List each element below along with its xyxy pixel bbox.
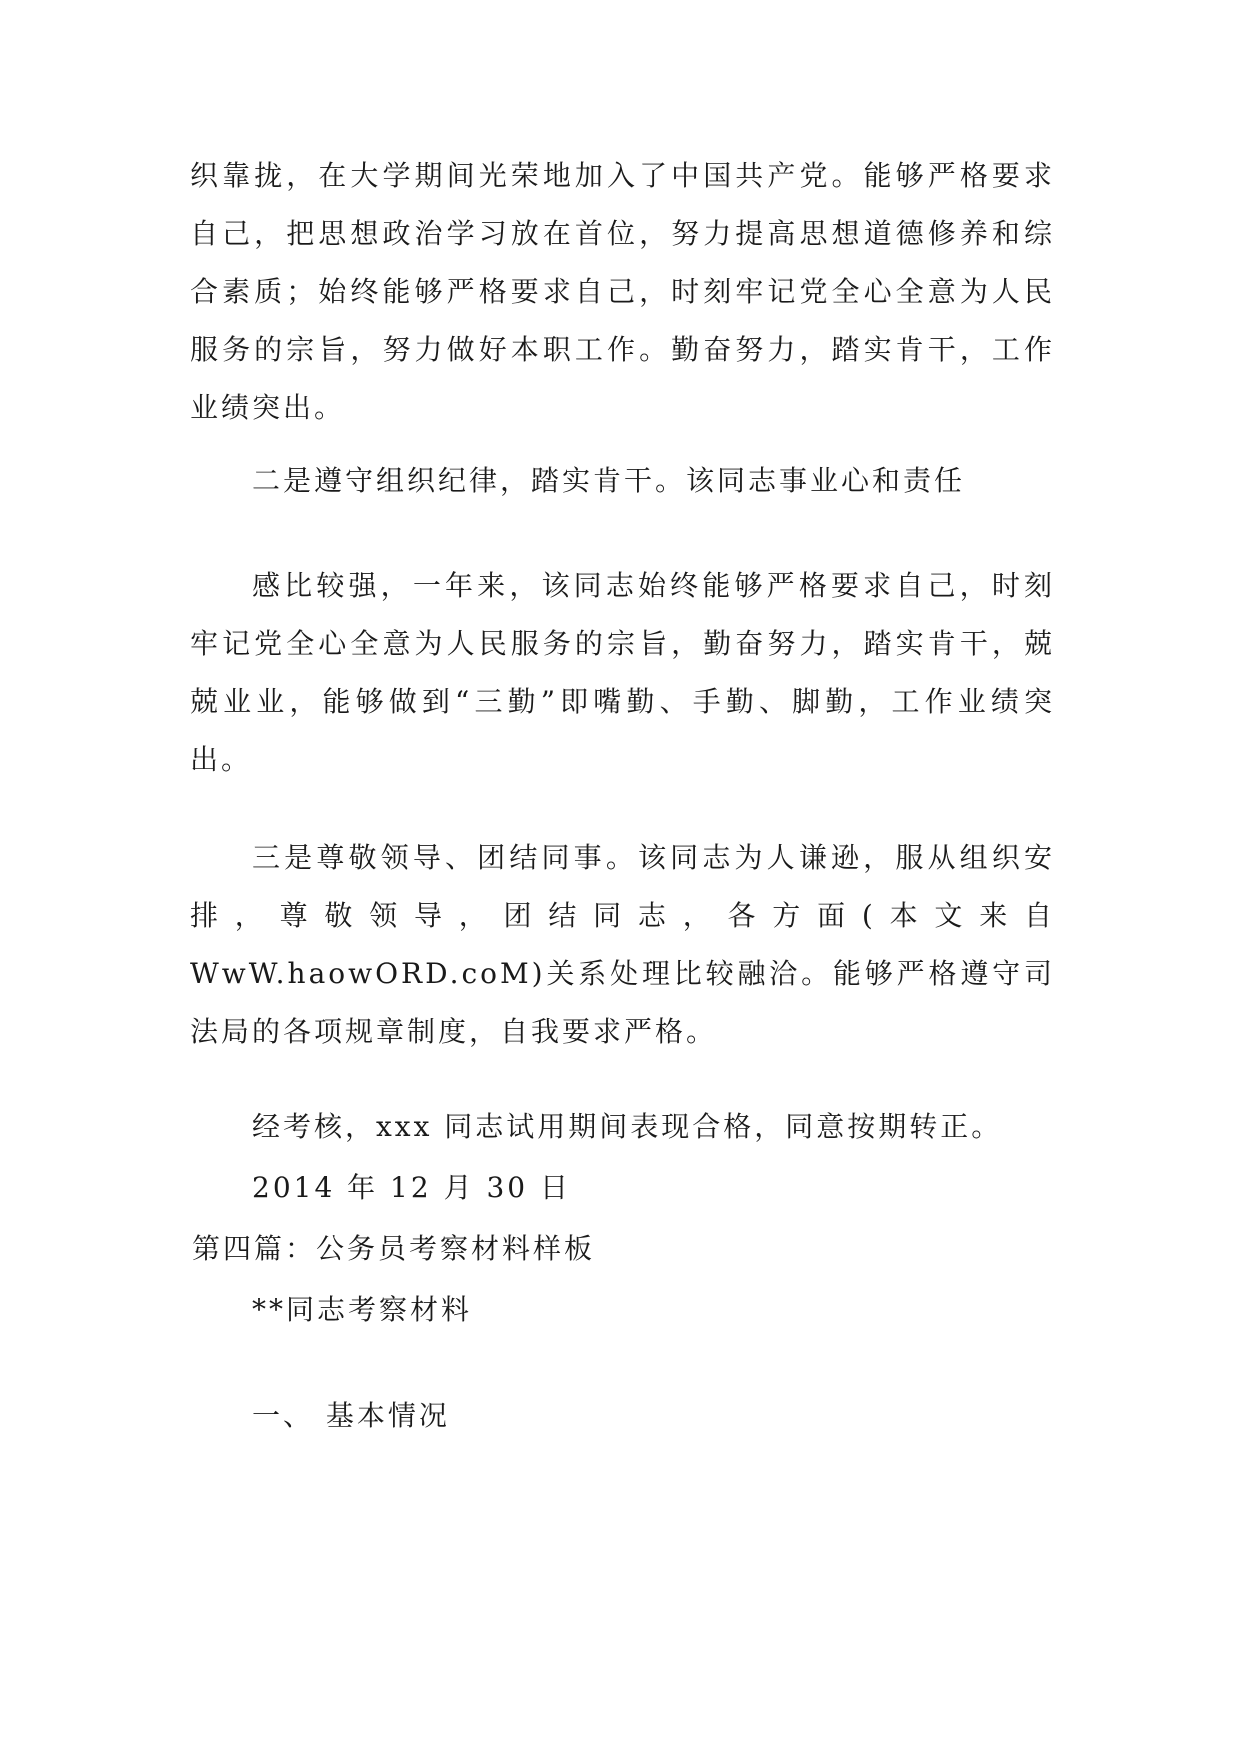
paragraph-party-membership: 织靠拢，在大学期间光荣地加入了中国共产党。能够严格要求自己，把思想政治学习放在首位，努力提高思想道德修养和综合素质；始终能够严格要求自己，时刻牢记党全心全意为人民服务的宗旨，努力做好本职工作。勤奋努力，踏实肯干，工作业绩突出。 <box>190 159 1055 424</box>
section-heading: 第四篇：公务员考察材料样板 <box>192 1232 596 1265</box>
paragraph-discipline: 二是遵守组织纪律，踏实肯干。该同志事业心和责任 <box>252 464 966 497</box>
paragraph-assessment-conclusion: 经考核，xxx 同志试用期间表现合格，同意按期转正。 <box>252 1110 1003 1143</box>
document-date: 2014 年 12 月 30 日 <box>252 1171 572 1204</box>
section-title-basic-info: 一、 基本情况 <box>252 1399 450 1432</box>
paragraph-respect-leaders: 三是尊敬领导、团结同事。该同志为人谦逊，服从组织安排，尊敬领导，团结同志，各方面(本文来自WwW.haowORD.coM)关系处理比较融洽。能够严格遵守司法局的各项规章制度，自我要求严格。 <box>190 841 1055 1048</box>
paragraph-responsibility: 感比较强，一年来，该同志始终能够严格要求自己，时刻牢记党全心全意为人民服务的宗旨，勤奋努力，踏实肯干，兢兢业业，能够做到“三勤”即嘴勤、手勤、脚勤，工作业绩突出。 <box>190 569 1055 776</box>
document-subtitle: **同志考察材料 <box>252 1293 473 1326</box>
